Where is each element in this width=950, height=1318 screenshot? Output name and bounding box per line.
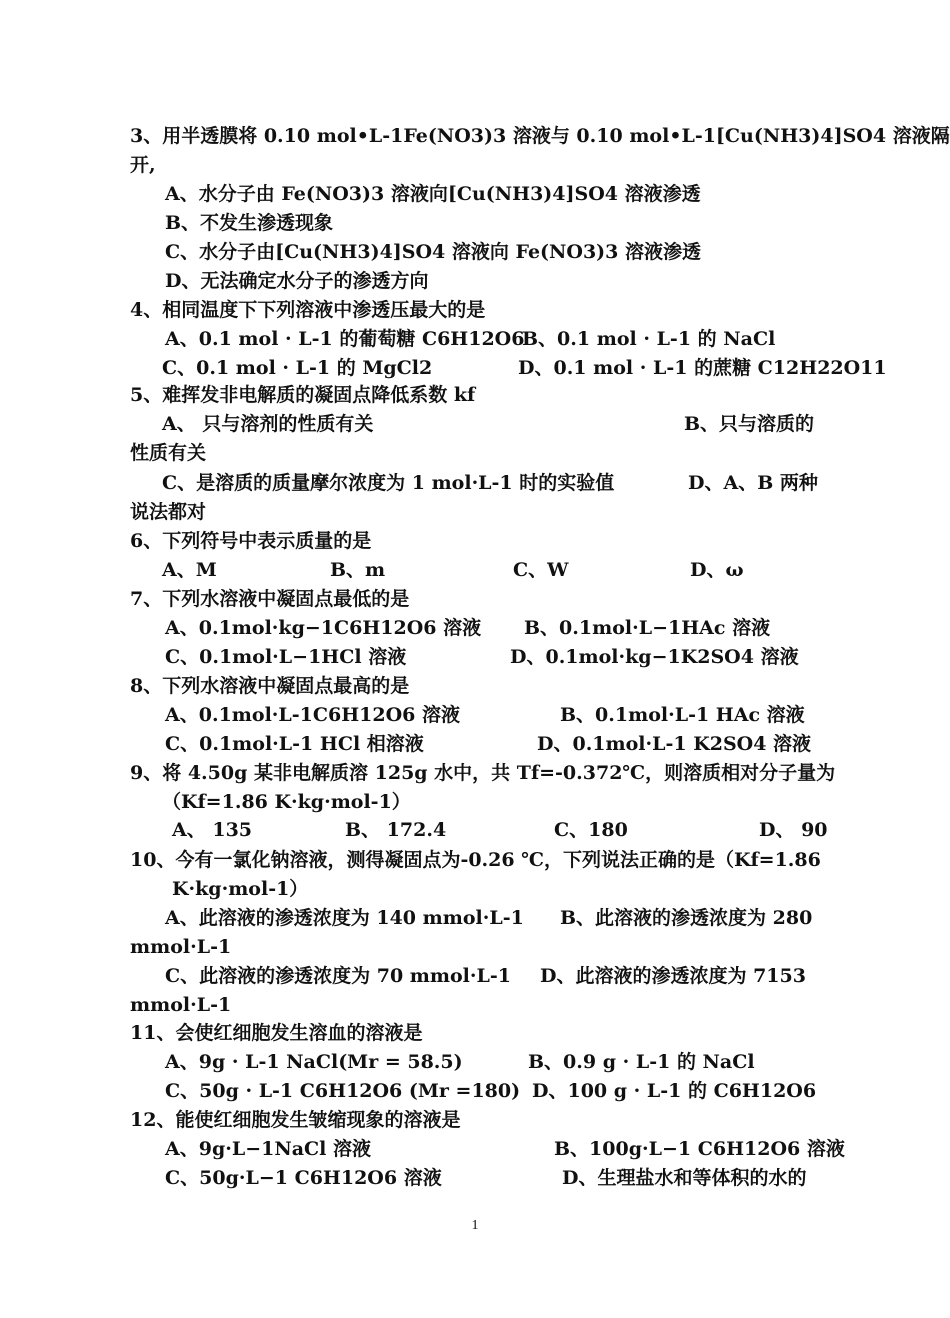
question-9-stem-cont: （Kf=1.86 K·kg·mol-1） [162, 791, 411, 813]
question-5-option-d-cont: 说法都对 [130, 501, 207, 523]
question-3-line-1: 3、用半透膜将 0.10 mol•L-1Fe(NO3)3 溶液与 0.10 mol•L-1[Cu(NH3)4]SO4 溶液隔 [130, 125, 950, 147]
question-6-stem: 6、下列符号中表示质量的是 [130, 530, 372, 552]
question-10-option-d: D、此溶液的渗透浓度为 7153 [540, 965, 806, 987]
question-4-option-d: D、0.1 mol · L-1 的蔗糖 C12H22O11 [518, 357, 887, 379]
question-12-option-d: D、生理盐水和等体积的水的 [562, 1167, 807, 1189]
question-11-option-d: D、100 g · L-1 的 C6H12O6 [532, 1080, 817, 1102]
question-6-option-c: C、W [513, 559, 569, 581]
question-8-option-c: C、0.1mol·L-1 HCl 相溶液 [165, 733, 424, 755]
question-7-option-d: D、0.1mol·kg−1K2SO4 溶液 [510, 646, 799, 668]
question-3-option-d: D、无法确定水分子的渗透方向 [165, 270, 429, 292]
question-5-option-c: C、是溶质的质量摩尔浓度为 1 mol·L-1 时的实验值 [162, 472, 615, 494]
question-3-option-c: C、水分子由[Cu(NH3)4]SO4 溶液向 Fe(NO3)3 溶液渗透 [165, 241, 701, 263]
question-4-stem: 4、相同温度下下列溶液中渗透压最大的是 [130, 299, 486, 321]
question-10-stem: 10、今有一氯化钠溶液，测得凝固点为-0.26 ℃，下列说法正确的是（Kf=1.86 [130, 849, 821, 871]
question-11-option-b: B、0.9 g · L-1 的 NaCl [528, 1051, 755, 1073]
question-3-line-2: 开, [130, 154, 156, 176]
question-5-option-b-cont: 性质有关 [130, 442, 207, 464]
question-5-option-b: B、只与溶质的 [684, 413, 815, 435]
question-8-option-b: B、0.1mol·L-1 HAc 溶液 [560, 704, 805, 726]
question-9-option-b: B、 172.4 [345, 819, 447, 841]
question-12-stem: 12、能使红细胞发生皱缩现象的溶液是 [130, 1109, 461, 1131]
question-9-option-a: A、 135 [172, 819, 253, 841]
question-5-stem: 5、难挥发非电解质的凝固点降低系数 kf [130, 384, 476, 406]
question-9-option-d: D、 90 [759, 819, 828, 841]
question-10-option-a: A、此溶液的渗透浓度为 140 mmol·L-1 [165, 907, 524, 929]
question-11-option-a: A、9g · L-1 NaCl(Mr = 58.5) [165, 1051, 463, 1073]
question-6-option-a: A、M [162, 559, 217, 581]
page-number: 1 [471, 1218, 479, 1233]
question-11-stem: 11、会使红细胞发生溶血的溶液是 [130, 1022, 423, 1044]
question-4-option-b: B、0.1 mol · L-1 的 NaCl [522, 328, 776, 350]
question-12-option-c: C、50g·L−1 C6H12O6 溶液 [165, 1167, 442, 1189]
question-3-option-a: A、水分子由 Fe(NO3)3 溶液向[Cu(NH3)4]SO4 溶液渗透 [165, 183, 701, 205]
question-10-option-c: C、此溶液的渗透浓度为 70 mmol·L-1 [165, 965, 511, 987]
question-4-option-c: C、0.1 mol · L-1 的 MgCl2 [162, 357, 433, 379]
question-10-stem-cont: K·kg·mol-1） [172, 878, 309, 900]
question-8-option-d: D、0.1mol·L-1 K2SO4 溶液 [537, 733, 812, 755]
question-10-option-d-cont: mmol·L-1 [130, 994, 232, 1016]
question-3-option-b: B、不发生渗透现象 [165, 212, 334, 234]
question-8-option-a: A、0.1mol·L-1C6H12O6 溶液 [165, 704, 460, 726]
question-10-option-b: B、此溶液的渗透浓度为 280 [560, 907, 813, 929]
question-7-option-a: A、0.1mol·kg−1C6H12O6 溶液 [165, 617, 482, 639]
question-7-option-c: C、0.1mol·L−1HCl 溶液 [165, 646, 407, 668]
question-9-stem: 9、将 4.50g 某非电解质溶 125g 水中，共 Tf=-0.372℃，则溶质相对分子量为 [130, 762, 836, 784]
question-7-option-b: B、0.1mol·L−1HAc 溶液 [524, 617, 771, 639]
question-12-option-b: B、100g·L−1 C6H12O6 溶液 [554, 1138, 845, 1160]
question-7-stem: 7、下列水溶液中凝固点最低的是 [130, 588, 410, 610]
question-5-option-d: D、A、B 两种 [688, 472, 818, 494]
question-4-option-a: A、0.1 mol · L-1 的葡萄糖 C6H12O6 [165, 328, 525, 350]
question-5-option-a: A、 只与溶剂的性质有关 [162, 413, 374, 435]
question-9-option-c: C、180 [554, 819, 628, 841]
question-12-option-a: A、9g·L−1NaCl 溶液 [165, 1138, 371, 1160]
question-10-option-b-cont: mmol·L-1 [130, 936, 232, 958]
question-6-option-b: B、m [330, 559, 386, 581]
question-8-stem: 8、下列水溶液中凝固点最高的是 [130, 675, 410, 697]
question-6-option-d: D、ω [690, 559, 744, 581]
question-11-option-c: C、50g · L-1 C6H12O6 (Mr =180) [165, 1080, 521, 1102]
